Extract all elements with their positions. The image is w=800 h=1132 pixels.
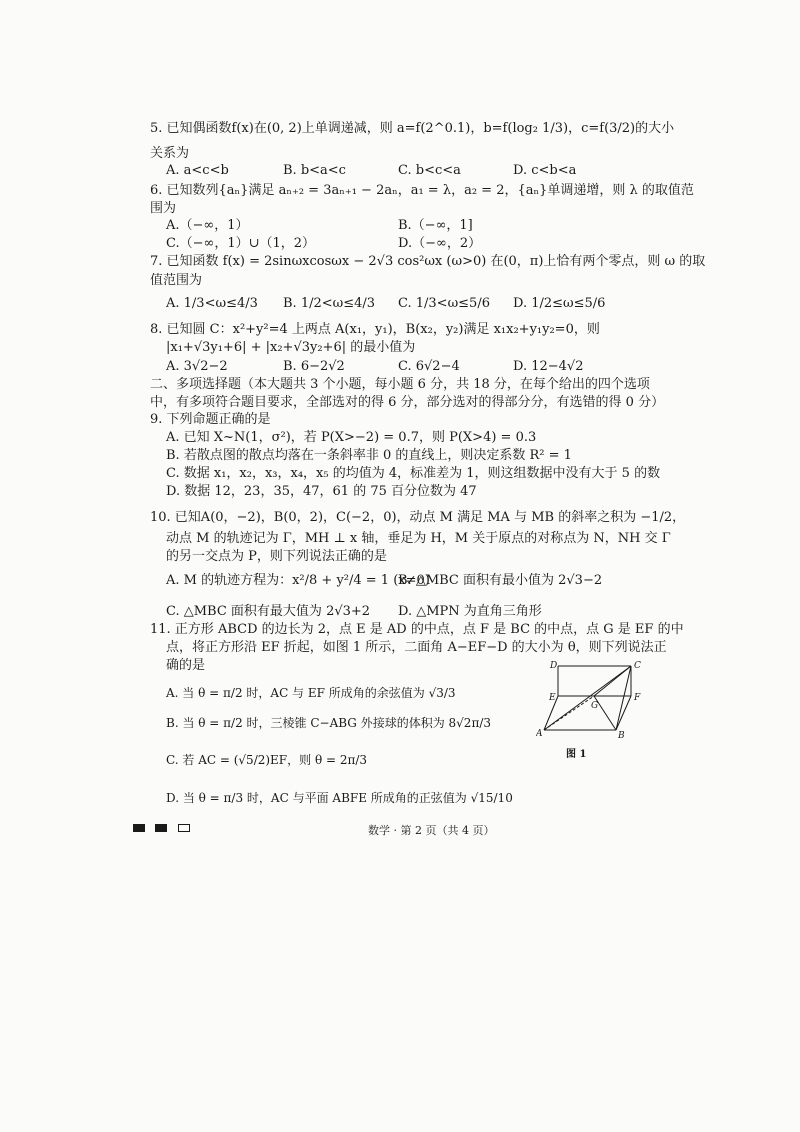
q6-stem: 6. 已知数列{aₙ}满足 aₙ₊₂ = 3aₙ₊₁ − 2aₙ，a₁ = λ，a₂ = 2，{aₙ}单调递增，则 λ 的取值范 — [150, 183, 694, 198]
q7-option-c: C. 1/3<ω≤5/6 — [398, 296, 490, 311]
q7-stem-cont: 值范围为 — [150, 273, 203, 288]
q9-option-a: A. 已知 X~N(1，σ²)，若 P(X>−2) = 0.7，则 P(X>4) = 0.3 — [166, 430, 537, 445]
label-g: G — [591, 701, 599, 711]
q6-stem-cont: 围为 — [150, 201, 177, 216]
q11-option-c: C. 若 AC = (√5/2)EF，则 θ = 2π/3 — [166, 753, 368, 767]
section-2-heading-cont: 中，有多项符合题目要求，全部选对的得 6 分，部分选对的得部分分，有选错的得 0 分） — [150, 395, 665, 410]
q10-option-c: C. △MBC 面积有最大值为 2√3+2 — [166, 604, 371, 619]
q11-stem: 11. 正方形 ABCD 的边长为 2，点 E 是 AD 的中点，点 F 是 BC 的中点，点 G 是 EF 的中 — [150, 622, 684, 637]
label-a: A — [536, 729, 543, 739]
q10-option-d: D. △MPN 为直角三角形 — [398, 604, 542, 619]
q10-stem-cont2: 的另一交点为 P，则下列说法正确的是 — [166, 549, 387, 564]
label-c: C — [634, 661, 641, 671]
q7-stem: 7. 已知函数 f(x) = 2sinωxcosωx − 2√3 cos²ωx (ω>0) 在(0，π)上恰有两个零点，则 ω 的取 — [150, 254, 706, 269]
q7-option-a: A. 1/3<ω≤4/3 — [166, 296, 258, 311]
q7-option-d: D. 1/2≤ω≤5/6 — [513, 296, 606, 311]
q6-option-d: D.（−∞，2） — [398, 236, 482, 251]
q8-stem-cont: |x₁+√3y₁+6| + |x₂+√3y₂+6| 的最小值为 — [166, 340, 416, 355]
q8-option-c: C. 6√2−4 — [398, 359, 460, 374]
q10-option-b: B. △MBC 面积有最小值为 2√3−2 — [398, 573, 603, 588]
q5-option-d: D. c<b<a — [513, 163, 577, 178]
q8-option-b: B. 6−2√2 — [283, 359, 345, 374]
q5-stem: 5. 已知偶函数f(x)在(0, 2)上单调递减，则 a=f(2^0.1)，b=f(log₂ 1/3)，c=f(3/2)的大小 — [150, 121, 675, 136]
q8-stem: 8. 已知圆 C：x²+y²=4 上两点 A(x₁，y₁)，B(x₂，y₂)满足 x₁x₂+y₁y₂=0，则 — [150, 322, 600, 337]
q5-option-c: C. b<c<a — [398, 163, 461, 178]
label-b: B — [618, 731, 625, 741]
q6-option-c: C.（−∞，1）∪（1，2） — [166, 236, 316, 251]
q6-option-a: A.（−∞，1） — [166, 218, 249, 233]
q10-stem: 10. 已知A(0，−2)，B(0，2)，C(−2，0)，动点 M 满足 MA 与 MB 的斜率之积为 −1/2， — [150, 510, 686, 525]
q9-option-c: C. 数据 x₁，x₂，x₃，x₄，x₅ 的均值为 4，标准差为 1，则这组数据中没有大于 5 的数 — [166, 466, 661, 481]
q9-option-b: B. 若散点图的散点均落在一条斜率非 0 的直线上，则决定系数 R² = 1 — [166, 448, 572, 463]
q8-option-d: D. 12−4√2 — [513, 359, 584, 374]
q5-stem-cont: 关系为 — [150, 146, 190, 161]
q10-stem-cont: 动点 M 的轨迹记为 Γ，MH ⊥ x 轴，垂足为 H，M 关于原点的对称点为 N，NH 交 Γ — [166, 531, 671, 546]
q11-stem-cont2: 确的是 — [166, 658, 206, 673]
label-e: E — [549, 693, 556, 703]
label-d: D — [550, 661, 558, 671]
section-2-heading: 二、多项选择题（本大题共 3 个小题，每小题 6 分，共 18 分，在每个给出的四个选项 — [150, 377, 650, 392]
page-footer: 数学 · 第 2 页（共 4 页） — [368, 824, 495, 837]
footer-black-mark — [155, 824, 167, 832]
label-f: F — [634, 693, 641, 703]
footer-black-mark — [133, 824, 145, 832]
edge-fb — [616, 696, 631, 730]
footer-hollow-mark — [178, 824, 190, 832]
figure-1-folded-square — [536, 658, 646, 758]
q7-option-b: B. 1/2<ω≤4/3 — [283, 296, 376, 311]
figure-1-caption: 图 1 — [566, 749, 587, 760]
q11-option-b: B. 当 θ = π/2 时，三棱锥 C−ABG 外接球的体积为 8√2π/3 — [166, 716, 492, 730]
q11-option-d: D. 当 θ = π/3 时，AC 与平面 ABFE 所成角的正弦值为 √15/10 — [166, 791, 513, 805]
q6-option-b: B.（−∞，1] — [398, 218, 473, 233]
q11-stem-cont: 点，将正方形沿 EF 折起，如图 1 所示，二面角 A−EF−D 的大小为 θ，则下列说法正 — [166, 640, 667, 655]
q9-stem: 9. 下列命题正确的是 — [150, 412, 271, 427]
q10-option-a: A. M 的轨迹方程为：x²/8 + y²/4 = 1 (x≠0) — [166, 573, 430, 588]
q11-option-a: A. 当 θ = π/2 时，AC 与 EF 所成角的余弦值为 √3/3 — [166, 686, 456, 700]
q5-option-b: B. b<a<c — [283, 163, 346, 178]
q9-option-d: D. 数据 12，23，35，47，61 的 75 百分位数为 47 — [166, 484, 477, 499]
q8-option-a: A. 3√2−2 — [166, 359, 228, 374]
q5-option-a: A. a<c<b — [166, 163, 229, 178]
